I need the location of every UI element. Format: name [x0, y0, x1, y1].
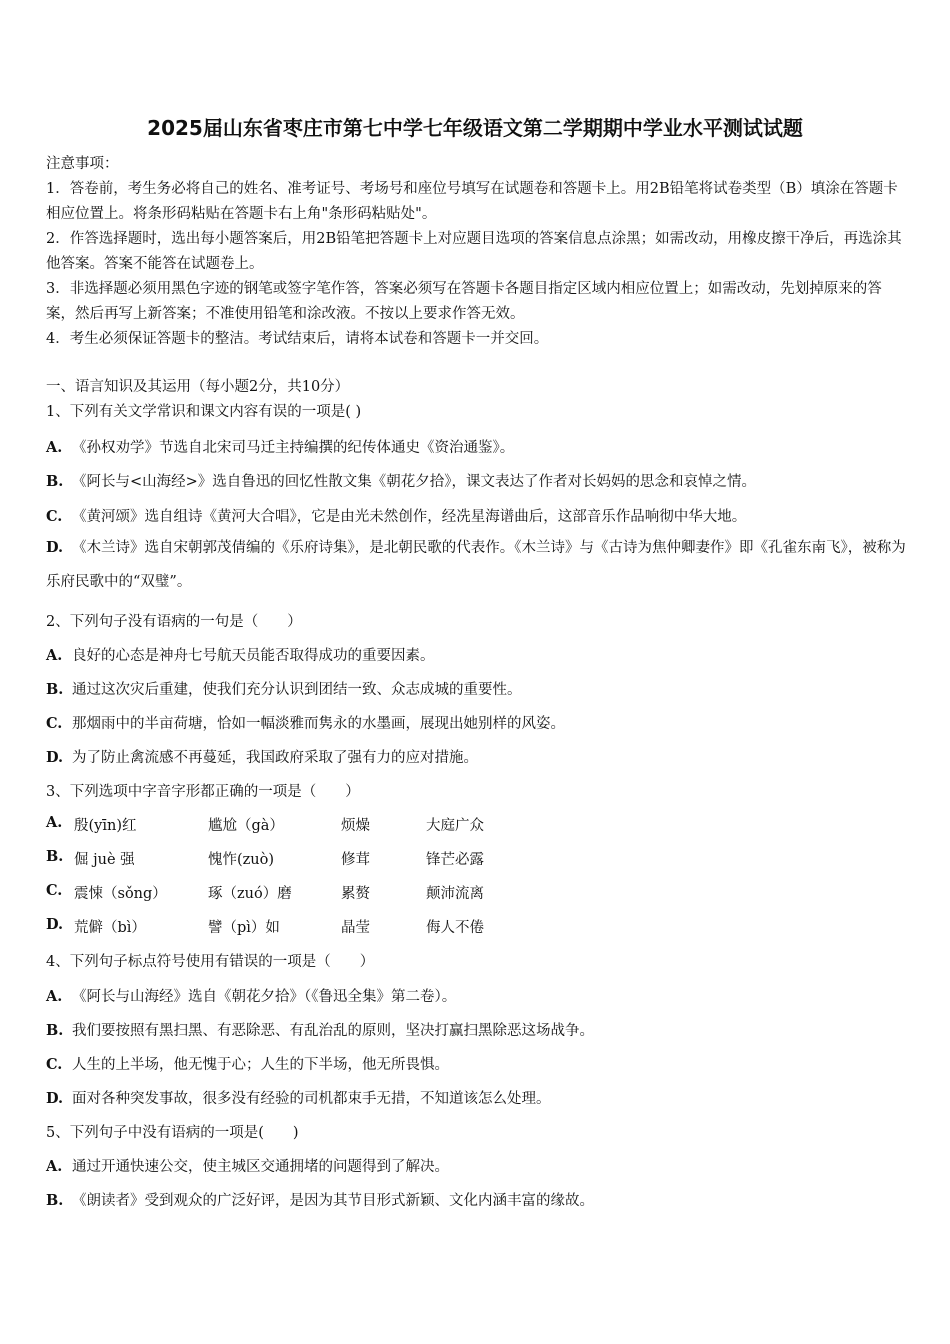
option-key: C. — [46, 508, 63, 525]
option-word-1: 殷(yīn)红 — [74, 818, 137, 834]
option-text: 《朗读者》受到观众的广泛好评，是因为其节目形式新颖、文化内涵丰富的缘故。 — [72, 1193, 594, 1209]
q1-stem: 1、下列有关文学常识和课文内容有误的一项是( ) — [46, 404, 362, 420]
option-key: A. — [46, 647, 63, 664]
q2-option-d — [46, 746, 478, 767]
option-key: A. — [46, 1158, 63, 1175]
option-key: B. — [46, 1192, 64, 1209]
option-word-4: 侮人不倦 — [426, 920, 484, 936]
option-key: A. — [46, 988, 63, 1005]
q3-stem: 3、下列选项中字音字形都正确的一项是（ ） — [46, 784, 360, 800]
q1-option-c — [46, 505, 746, 526]
option-text: 通过开通快速公交，使主城区交通拥堵的问题得到了解决。 — [72, 1159, 449, 1175]
option-text: 《黄河颂》选自组诗《黄河大合唱》，它是由光未然创作，经冼星海谱曲后，这部音乐作品响彻中华大地。 — [72, 509, 747, 525]
option-word-3: 烦燥 — [341, 818, 370, 834]
option-word-4: 锋芒必露 — [426, 852, 484, 868]
q4-option-d — [46, 1087, 551, 1108]
option-text: 《阿长与山海经》选自《朝花夕拾》（《鲁迅全集》第二卷）。 — [72, 989, 457, 1005]
option-key: D. — [46, 749, 64, 766]
option-word-2: 琢（zuó）磨 — [208, 886, 292, 902]
option-key: B. — [46, 1022, 64, 1039]
option-key: C. — [46, 882, 63, 899]
notes-heading: 注意事项： — [46, 156, 119, 172]
option-key: D. — [46, 916, 64, 933]
option-text: 人生的上半场，他无愧于心；人生的下半场，他无所畏惧。 — [72, 1057, 449, 1073]
q3-option-d — [46, 916, 484, 936]
option-word-3: 修茸 — [341, 852, 370, 868]
section-heading: 一、语言知识及其运用（每小题2分，共10分） — [46, 379, 350, 395]
option-word-2: 尴尬（gà） — [208, 818, 284, 834]
option-key: B. — [46, 848, 64, 865]
page-title: 2025届山东省枣庄市第七中学七年级语文第二学期期中学业水平测试试题 — [147, 116, 803, 140]
q2-option-a — [46, 644, 435, 665]
note-item-4: 4．考生必须保证答题卡的整洁。考试结束后，请将本试卷和答题卡一并交回。 — [46, 331, 549, 347]
q2-option-c — [46, 712, 565, 733]
option-word-3: 晶莹 — [341, 920, 370, 936]
option-key: D. — [46, 1090, 64, 1107]
q4-stem: 4、下列句子标点符号使用有错误的一项是（ ） — [46, 954, 375, 970]
option-key: A. — [46, 814, 63, 831]
q4-option-b — [46, 1019, 594, 1040]
q4-option-a — [46, 985, 456, 1006]
option-text: 面对各种突发事故，很多没有经验的司机都束手无措，不知道该怎么处理。 — [72, 1091, 551, 1107]
option-text: 良好的心态是神舟七号航天员能否取得成功的重要因素。 — [72, 648, 435, 664]
q5-stem: 5、下列句子中没有语病的一项是( ) — [46, 1125, 299, 1141]
option-word-1: 荒僻（bì） — [74, 920, 146, 936]
q5-option-a — [46, 1155, 449, 1176]
option-text: 《阿长与<山海经>》选自鲁迅的回忆性散文集《朝花夕拾》，课文表达了作者对长妈妈的思念和哀悼之情。 — [72, 474, 757, 490]
q3-option-c — [46, 882, 484, 902]
q2-option-b — [46, 678, 522, 699]
q5-option-b — [46, 1189, 594, 1210]
option-key: D. — [46, 539, 64, 556]
option-word-1: 倔 juè 强 — [74, 852, 135, 868]
q1-option-d — [46, 531, 908, 599]
note-item-3: 3．非选择题必须用黑色字迹的钢笔或签字笔作答，答案必须写在答题卡各题目指定区域内相应位置上；如需改动，先划掉原来的答案，然后再写上新答案；不准使用铅笔和涂改液。不按以上要求作答无效。 — [46, 281, 882, 322]
q3-option-b — [46, 848, 484, 868]
q3-option-a — [46, 814, 484, 834]
q2-stem: 2、下列句子没有语病的一句是（ ） — [46, 614, 302, 630]
q1-option-a — [46, 436, 514, 457]
q1-option-b — [46, 470, 756, 491]
option-word-4: 大庭广众 — [426, 818, 484, 834]
option-word-3: 累赘 — [341, 886, 370, 902]
note-item-1: 1．答卷前，考生务必将自己的姓名、准考证号、考场号和座位号填写在试题卷和答题卡上。用2B铅笔将试卷类型（B）填涂在答题卡相应位置上。将条形码粘贴在答题卡右上角"条形码粘贴处"。 — [46, 181, 898, 222]
option-word-2: 愧怍(zuò) — [208, 852, 275, 868]
option-text: 《木兰诗》选自宋朝郭茂倩编的《乐府诗集》，是北朝民歌的代表作。《木兰诗》与《古诗为焦仲卿妻作》即《孔雀东南飞》，被称为乐府民歌中的“双璧”。 — [46, 540, 906, 590]
option-text: 通过这次灾后重建，使我们充分认识到团结一致、众志成城的重要性。 — [72, 682, 522, 698]
option-text: 《孙权劝学》节选自北宋司马迁主持编撰的纪传体通史《资治通鉴》。 — [72, 440, 515, 456]
option-text: 我们要按照有黑扫黑、有恶除恶、有乱治乱的原则，坚决打赢扫黑除恶这场战争。 — [72, 1023, 594, 1039]
note-item-2: 2．作答选择题时，选出每小题答案后，用2B铅笔把答题卡上对应题目选项的答案信息点涂黑；如需改动，用橡皮擦干净后，再选涂其他答案。答案不能答在试题卷上。 — [46, 231, 902, 272]
notes-block — [46, 152, 908, 352]
option-text: 为了防止禽流感不再蔓延，我国政府采取了强有力的应对措施。 — [72, 750, 478, 766]
option-word-2: 譬（pì）如 — [208, 920, 280, 936]
option-key: C. — [46, 715, 63, 732]
option-key: B. — [46, 681, 64, 698]
option-word-1: 震悚（sǒng） — [74, 886, 167, 902]
q4-option-c — [46, 1053, 449, 1074]
option-key: A. — [46, 439, 63, 456]
option-key: B. — [46, 473, 64, 490]
option-key: C. — [46, 1056, 63, 1073]
option-word-4: 颠沛流离 — [426, 886, 484, 902]
option-text: 那烟雨中的半亩荷塘，恰如一幅淡雅而隽永的水墨画，展现出她别样的风姿。 — [72, 716, 565, 732]
